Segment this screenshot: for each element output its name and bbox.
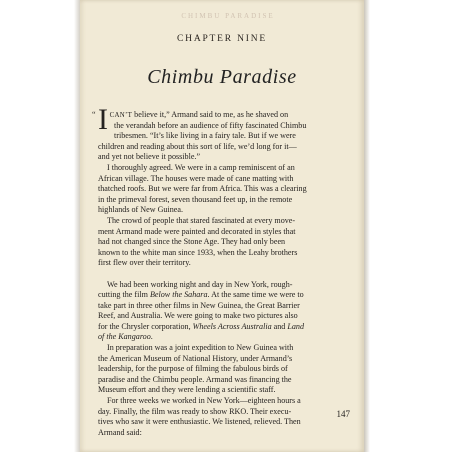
text-line: tives who saw it were enthusiastic. We listened, relieved. Then: [98, 417, 301, 427]
text-line: paradise and the Chimbu people. Armand was financing the: [98, 374, 292, 384]
text-line: take part in three other films in New Guinea, the Great Barrier: [98, 300, 300, 310]
body-text: [92, 110, 346, 438]
paragraph-start-line: The crowd of people that stared fascinated at every move-: [107, 215, 296, 225]
text-line: thatched roofs. But we were far from Africa. This was a clearing: [98, 184, 307, 194]
text-line: in the primeval forest, seven thousand feet up, in the remote: [98, 194, 293, 204]
text-line: Armand said:: [98, 427, 142, 437]
first-word-smallcaps: CAN’T: [109, 112, 133, 119]
text-line: Museum effort and they were lending a scientific staff.: [98, 385, 276, 395]
text-run: . At the same time we were to: [207, 290, 304, 300]
paragraph-start-line: In preparation was a joint expedition to New Guinea with: [107, 343, 294, 353]
bleed-through-heading: CHIMBU PARADISE: [181, 12, 275, 20]
text-line-with-italic: [98, 290, 346, 301]
text-line: Reef, and Australia. We were going to make two pictures also: [98, 311, 298, 321]
paragraph-start-line: We had been working night and day in New York, rough-: [107, 279, 293, 289]
text-run: and: [271, 321, 288, 331]
text-line-1: [92, 110, 346, 121]
text-line: highlands of New Guinea.: [98, 205, 183, 215]
section-break: [98, 269, 346, 280]
film-title-italic: of the Kangaroo: [98, 332, 151, 342]
text-run: cutting the film: [98, 290, 150, 300]
text-line: day. Finally, the film was ready to show RKO. Their execu-: [98, 406, 292, 416]
text-line: children and reading about this sort of life, we’d long for it—: [98, 141, 297, 151]
drop-cap: I: [98, 103, 108, 136]
text-line: first flew over their territory.: [98, 258, 191, 268]
text-line: the American Museum of National History, under Armand’s: [98, 353, 293, 363]
text-line: leadership, for the purpose of filming the fabulous birds of: [98, 364, 288, 374]
film-title-italic: Below the Sahara: [149, 290, 208, 300]
film-title-italic: Wheels Across Australia: [192, 321, 272, 331]
text-line: African village. The houses were made of cane matting with: [98, 173, 294, 183]
opening-quote: “: [92, 110, 96, 119]
page-number: 147: [336, 409, 350, 419]
text-line-with-italic: [98, 322, 346, 333]
text-line: and yet not believe it possible.”: [98, 152, 201, 162]
paragraph-start-line: I thoroughly agreed. We were in a camp reminiscent of an: [107, 162, 295, 172]
text-run: for the Chrysler corporation,: [98, 321, 193, 331]
text-run: .: [150, 332, 153, 342]
page-right-edge-shadow: [364, 0, 370, 452]
chapter-label: CHAPTER NINE: [177, 34, 267, 44]
paragraph-start-line: For three weeks we worked in New York—eighteen hours a: [107, 396, 301, 406]
text-line: ment Armand made were painted and decorated in styles that: [98, 226, 296, 236]
text-line-with-italic: [98, 332, 346, 343]
text-line: tribesmen. “It’s like living in a fairy tale. But if we were: [114, 131, 296, 141]
text-line: had not changed since the Stone Age. They had only been: [98, 237, 286, 247]
first-line-rest: believe it,” Armand said to me, as he shaved on: [132, 110, 289, 119]
text-line: known to the white man since 1933, when the Leahy brothers: [98, 247, 298, 257]
chapter-title: Chimbu Paradise: [147, 66, 297, 88]
text-line: the verandah before an audience of fifty fascinated Chimbu: [114, 120, 307, 130]
film-title-italic: Land: [287, 321, 305, 331]
